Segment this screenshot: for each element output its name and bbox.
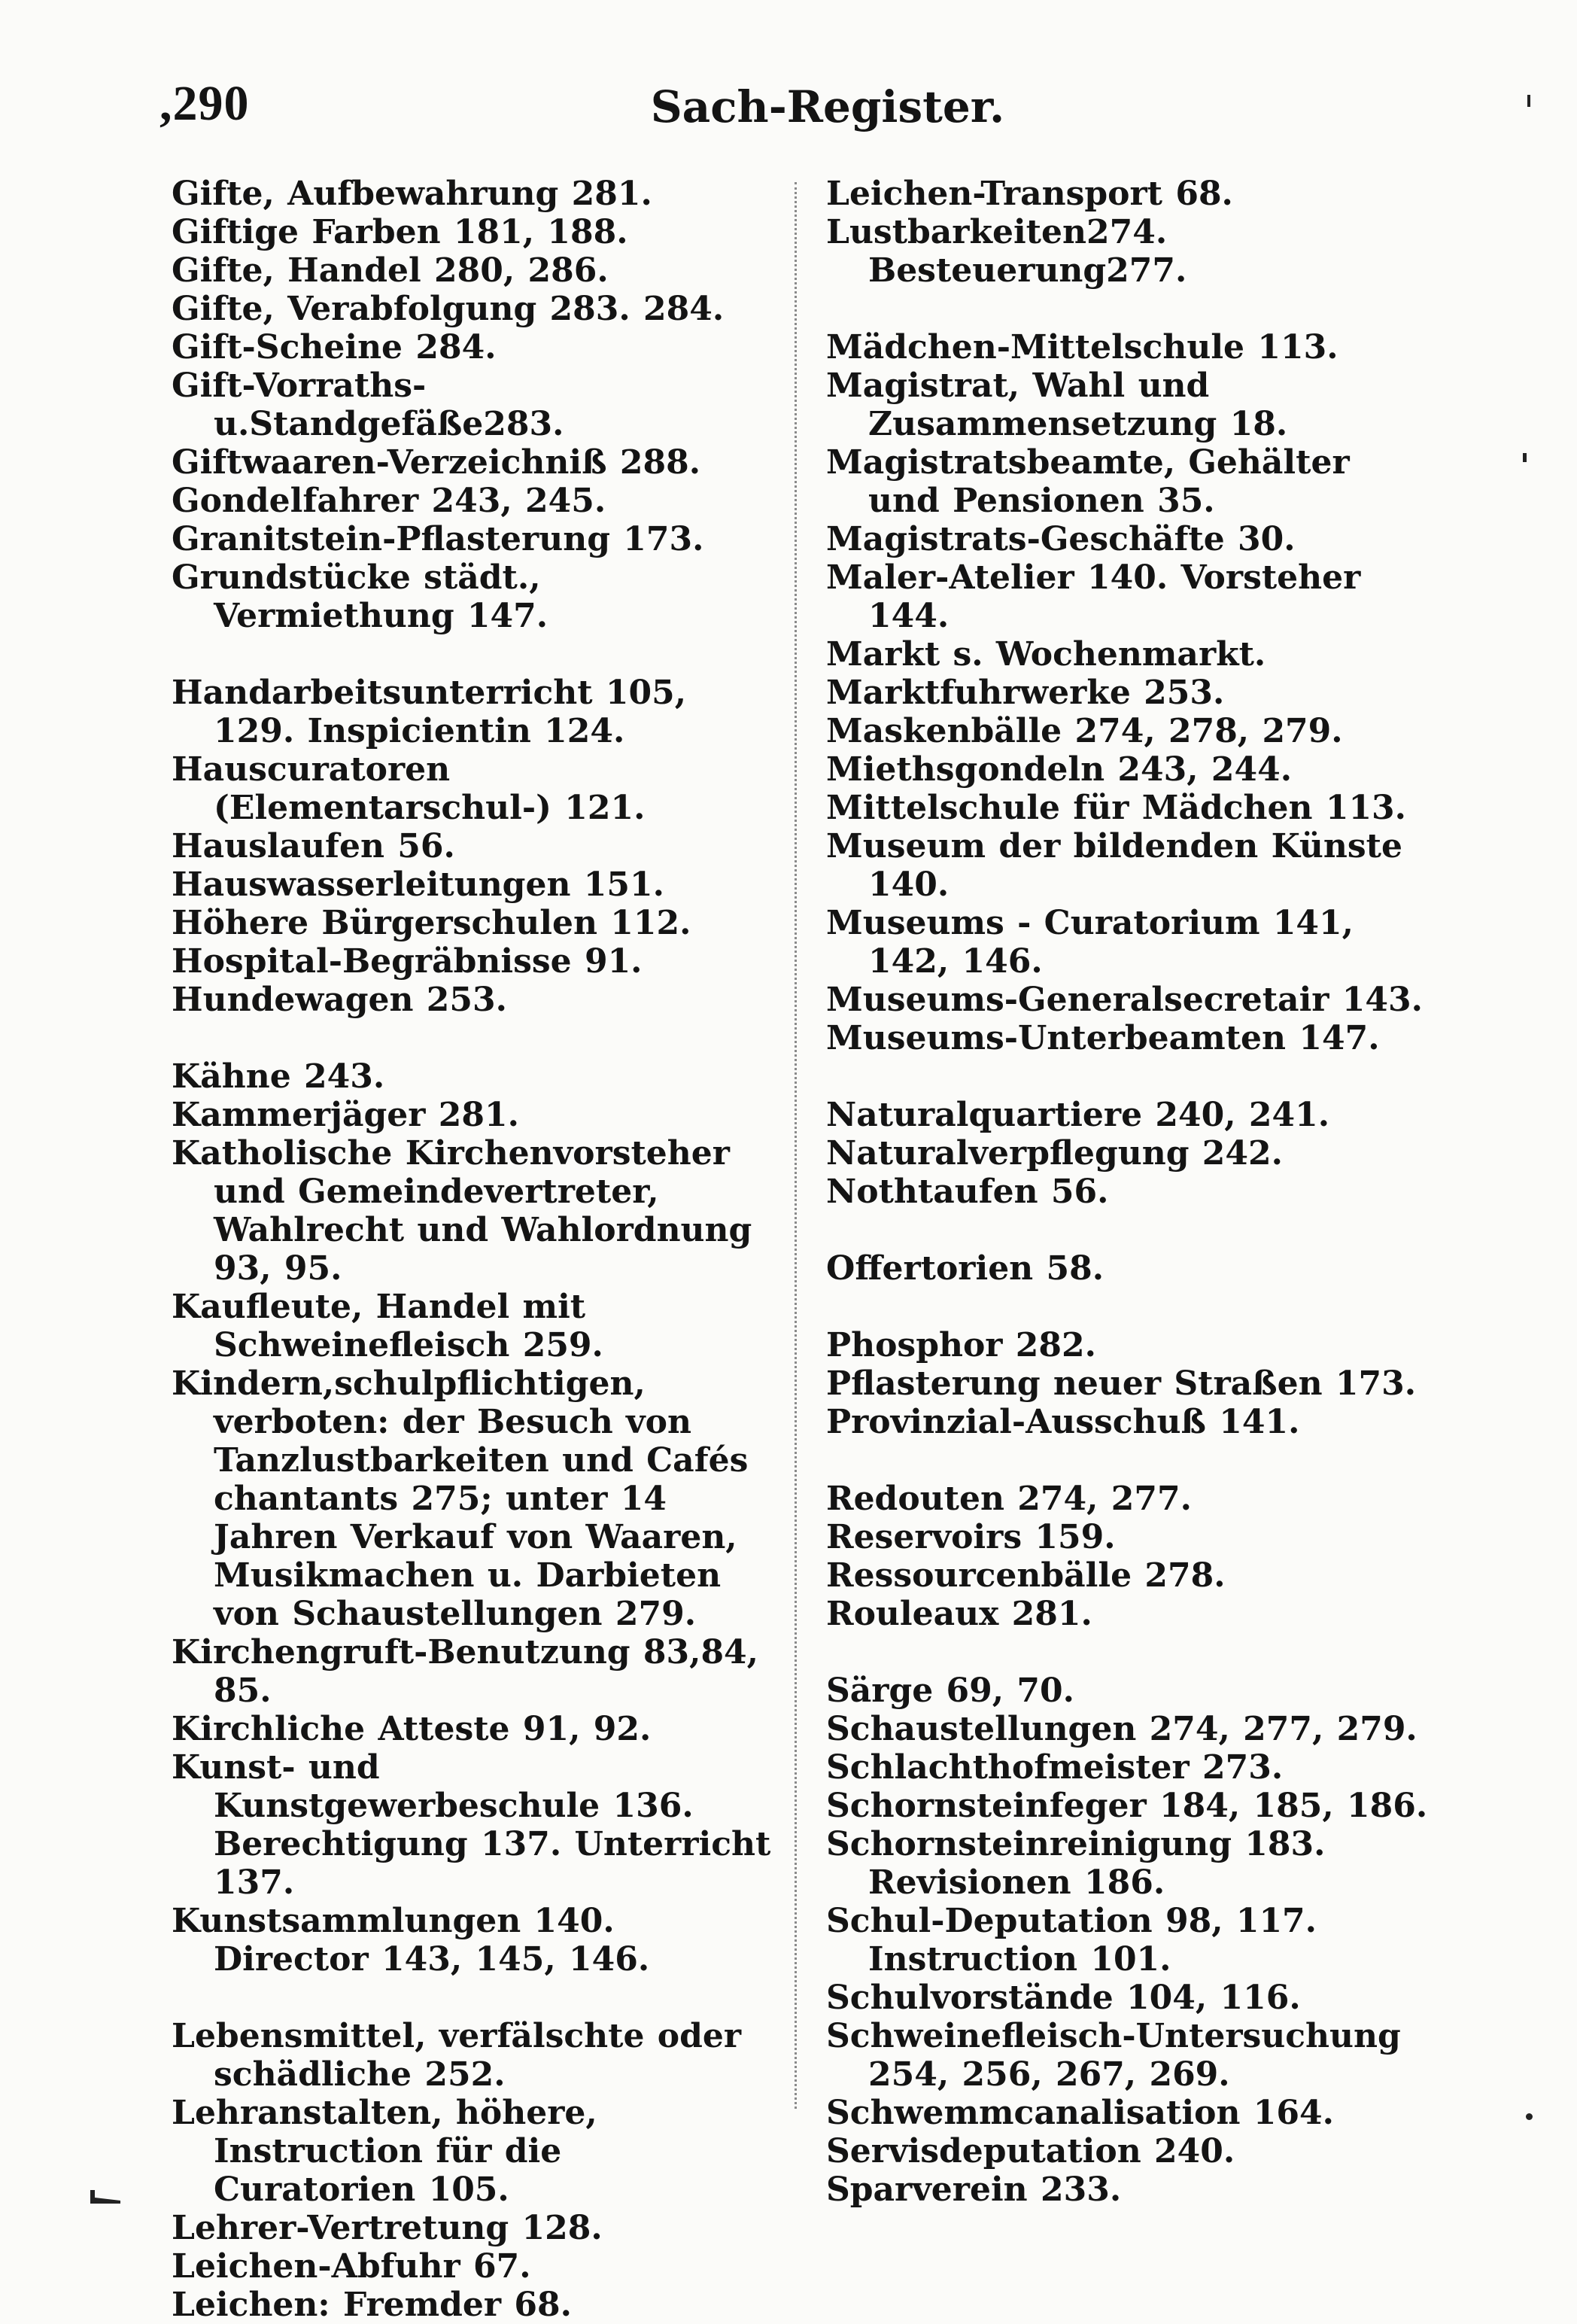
index-entry: Pflasterung neuer Straßen 173. <box>826 1364 1417 1403</box>
index-entry: Giftwaaren-Verzeichniß 288. <box>172 443 701 482</box>
index-entry: Hauslaufen 56. <box>172 827 455 865</box>
index-entry: Schaustellungen 274, 277, 279. <box>826 1710 1417 1748</box>
index-entry: Schlachthofmeister 273. <box>826 1748 1284 1787</box>
index-entry: Leichen: Fremder 68. <box>172 2286 572 2324</box>
index-entry: Kunst- und Kunstgewerbeschule 136. Berechtigung 137. Unterricht 137. <box>172 1748 771 1902</box>
index-entry: Reservoirs 159. <box>826 1518 1116 1556</box>
index-entry: Maler-Atelier 140. Vorsteher 144. <box>826 558 1361 635</box>
index-entry: Schwemmcanalisation 164. <box>826 2094 1334 2132</box>
index-entry: Nothtaufen 56. <box>826 1173 1109 1211</box>
index-entry: Magistratsbeamte, Gehälter und Pensionen 35. <box>826 443 1350 520</box>
index-entry: Schul-Deputation 98, 117. Instruction 101. <box>826 1902 1317 1979</box>
index-entry: Provinzial-Ausschuß 141. <box>826 1403 1300 1441</box>
page-title: Sach-Register. <box>650 81 1005 132</box>
index-entry: Hauswasserleitungen 151. <box>172 865 664 904</box>
index-entry: Magistrats-Geschäfte 30. <box>826 520 1296 558</box>
index-entry: Gifte, Verabfolgung 283. 284. <box>172 290 725 328</box>
index-entry: Lustbarkeiten274. Besteuerung277. <box>826 213 1187 290</box>
index-entry: Gifte, Handel 280, 286. <box>172 251 609 290</box>
index-entry: Kunstsammlungen 140. Director 143, 145, 146. <box>172 1902 650 1979</box>
index-entry: Schulvorstände 104, 116. <box>826 1979 1301 2017</box>
index-entry: Kirchengruft-Benutzung 83,84, 85. <box>172 1633 758 1710</box>
index-entry: Kaufleute, Handel mit Schweinefleisch 259. <box>172 1288 603 1364</box>
index-entry: Offertorien 58. <box>826 1249 1105 1288</box>
index-entry: Maskenbälle 274, 278, 279. <box>826 712 1343 750</box>
right-column <box>826 175 1428 2209</box>
index-entry: Grundstücke städt., Vermiethung 147. <box>172 558 548 635</box>
index-entry: Lehranstalten, höhere, Instruction für die Curatorien 105. <box>172 2094 597 2209</box>
index-entry: Höhere Bürgerschulen 112. <box>172 904 691 942</box>
index-entry: Marktfuhrwerke 253. <box>826 674 1225 712</box>
index-entry: Magistrat, Wahl und Zusammensetzung 18. <box>826 367 1288 443</box>
index-entry: Granitstein-Pflasterung 173. <box>172 520 704 558</box>
index-entry: Museums - Curatorium 141, 142, 146. <box>826 904 1354 981</box>
index-entry: Museums-Generalsecretair 143. <box>826 981 1423 1019</box>
index-entry: Schornsteinfeger 184, 185, 186. <box>826 1787 1428 1825</box>
index-entry: Sparverein 233. <box>826 2170 1122 2209</box>
index-entry: Giftige Farben 181, 188. <box>172 213 628 251</box>
index-entry: Leichen-Transport 68. <box>826 175 1233 213</box>
index-entry: Katholische Kirchenvorsteher und Gemeindevertreter, Wahlrecht und Wahlordnung 93, 95. <box>172 1134 752 1288</box>
page-number: ,290 <box>160 76 250 131</box>
index-entry: Mittelschule für Mädchen 113. <box>826 789 1406 827</box>
index-entry: Handarbeitsunterricht 105, 129. Inspicientin 124. <box>172 674 687 750</box>
index-entry: Lebensmittel, verfälschte oder schädliche 252. <box>172 2017 742 2094</box>
index-entry: Miethsgondeln 243, 244. <box>826 750 1293 789</box>
index-entry: Gift-Scheine 284. <box>172 328 497 367</box>
index-entry: Ressourcenbälle 278. <box>826 1556 1226 1595</box>
index-entry: Gift-Vorraths-u.Standgefäße283. <box>172 367 564 443</box>
index-entry: Markt s. Wochenmarkt. <box>826 635 1266 674</box>
margin-mark-top <box>1527 95 1530 107</box>
index-entry: Hauscuratoren (Elementarschul-) 121. <box>172 750 646 827</box>
index-entry: Phosphor 282. <box>826 1326 1096 1364</box>
index-entry: Rouleaux 281. <box>826 1595 1092 1633</box>
index-entry: Kähne 243. <box>172 1057 385 1096</box>
index-entry: Lehrer-Vertretung 128. <box>172 2209 603 2247</box>
index-entry: Museums-Unterbeamten 147. <box>826 1019 1380 1057</box>
index-entry: Leichen-Abfuhr 67. <box>172 2247 531 2286</box>
index-entry: Gondelfahrer 243, 245. <box>172 482 606 520</box>
index-entry: Särge 69, 70. <box>826 1672 1074 1710</box>
margin-mark-middle <box>1523 453 1527 462</box>
index-entry: Schweinefleisch-Untersuchung 254, 256, 267, 269. <box>826 2017 1401 2094</box>
index-entry: Kindern,schulpflichtigen, verboten: der Besuch von Tanzlustbarkeiten und Cafés chantants 275; unter 14 Jahren Verkauf von Waaren, Musikmachen u. Darbieten von Schaustellungen 279. <box>172 1364 749 1633</box>
index-entry: Redouten 274, 277. <box>826 1480 1192 1518</box>
index-entry: Museum der bildenden Künste 140. <box>826 827 1402 904</box>
margin-mark-bottom <box>1526 2113 1533 2120</box>
left-column <box>172 175 773 2324</box>
index-entry: Kammerjäger 281. <box>172 1096 519 1134</box>
index-entry: Schornsteinreinigung 183. Revisionen 186. <box>826 1825 1326 1902</box>
index-entry: Servisdeputation 240. <box>826 2132 1235 2170</box>
index-entry: Mädchen-Mittelschule 113. <box>826 328 1338 367</box>
corner-mark <box>89 2189 122 2205</box>
index-entry: Hundewagen 253. <box>172 981 507 1019</box>
column-divider <box>795 182 797 2109</box>
index-entry: Naturalverpflegung 242. <box>826 1134 1283 1173</box>
index-entry: Gifte, Aufbewahrung 281. <box>172 175 652 213</box>
index-entry: Hospital-Begräbnisse 91. <box>172 942 643 981</box>
index-entry: Naturalquartiere 240, 241. <box>826 1096 1330 1134</box>
index-entry: Kirchliche Atteste 91, 92. <box>172 1710 652 1748</box>
